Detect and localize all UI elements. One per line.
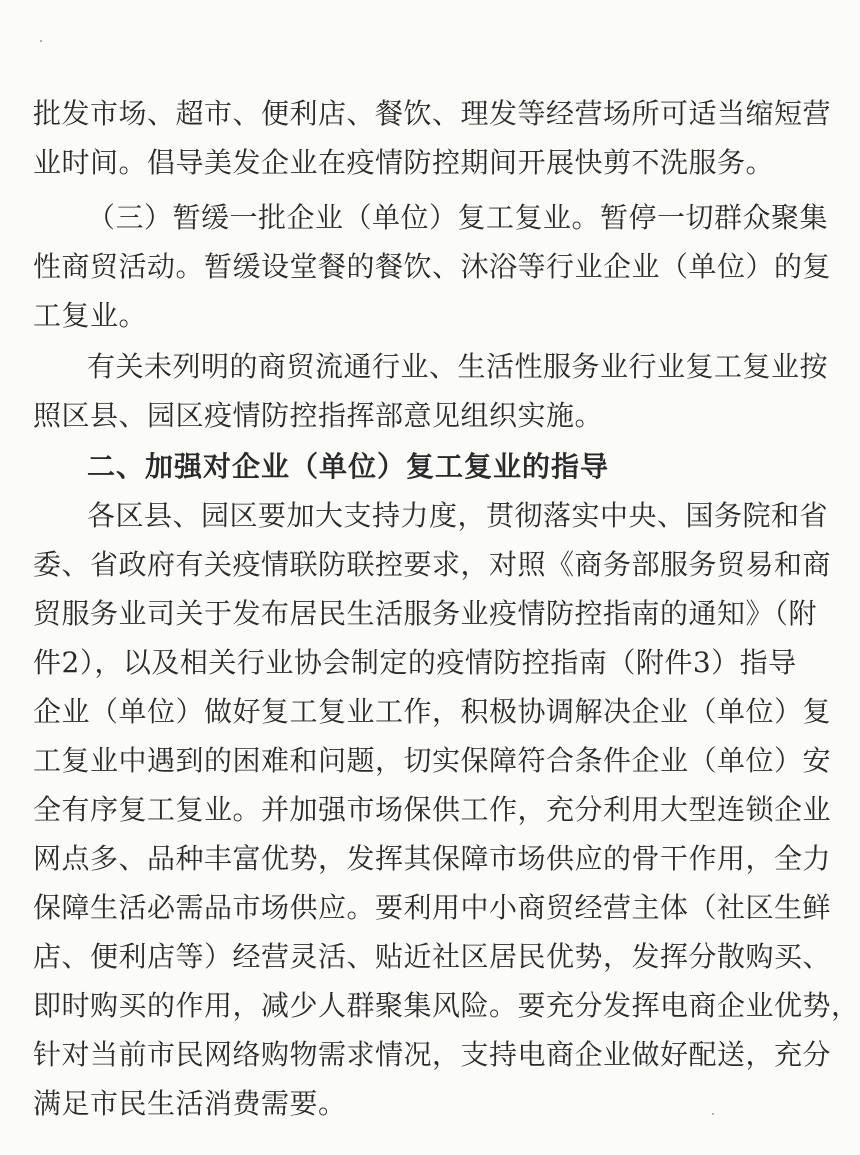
body-text-line: 贸服务业司关于发布居民生活服务业疫情防控指南的通知》（附 (33, 597, 818, 630)
section-two-heading: 二、加强对企业（单位）复工复业的指导 (87, 450, 610, 483)
body-text-line: 委、省政府有关疫情联防联控要求，对照《商务部服务贸易和商 (33, 548, 832, 581)
body-text-line: 性商贸活动。暂缓设堂餐的餐饮、沐浴等行业企业（单位）的复 (33, 250, 832, 283)
body-text-line: 满足市民生活消费需要。 (33, 1087, 347, 1120)
body-text-line: 件2），以及相关行业协会制定的疫情防控指南（附件3）指导 (33, 646, 797, 679)
body-text-line: 全有序复工复业。并加强市场保供工作，充分利用大型连锁企业 (33, 793, 832, 826)
body-text-line: 工复业。 (33, 299, 148, 332)
body-text-line: 店、便利店等）经营灵活、贴近社区居民优势，发挥分散购买、 (33, 940, 832, 973)
section-three-heading-line: （三）暂缓一批企业（单位）复工复业。暂停一切群众聚集 (87, 201, 829, 234)
body-text-line: 企业（单位）做好复工复业工作，积极协调解决企业（单位）复 (33, 695, 832, 728)
body-text-line: 网点多、品种丰富优势，发挥其保障市场供应的骨干作用，全力 (33, 842, 832, 875)
scan-speck (40, 40, 42, 42)
body-text-line: 有关未列明的商贸流通行业、生活性服务业行业复工复业按 (87, 350, 829, 383)
body-text-line: 工复业中遇到的困难和问题，切实保障符合条件企业（单位）安 (33, 744, 832, 777)
body-text-line: 业时间。倡导美发企业在疫情防控期间开展快剪不洗服务。 (33, 146, 775, 179)
body-text-line: 针对当前市民网络购物需求情况，支持电商企业做好配送，充分 (33, 1038, 832, 1071)
body-text-line: 批发市场、超市、便利店、餐饮、理发等经营场所可适当缩短营 (33, 97, 832, 130)
body-text-line: 即时购买的作用，减少人群聚集风险。要充分发挥电商企业优势， (33, 989, 860, 1022)
body-text-line: 保障生活必需品市场供应。要利用中小商贸经营主体（社区生鲜 (33, 891, 832, 924)
body-text-line: 各区县、园区要加大支持力度，贯彻落实中央、国务院和省 (87, 499, 829, 532)
body-text-line: 照区县、园区疫情防控指挥部意见组织实施。 (33, 399, 604, 432)
